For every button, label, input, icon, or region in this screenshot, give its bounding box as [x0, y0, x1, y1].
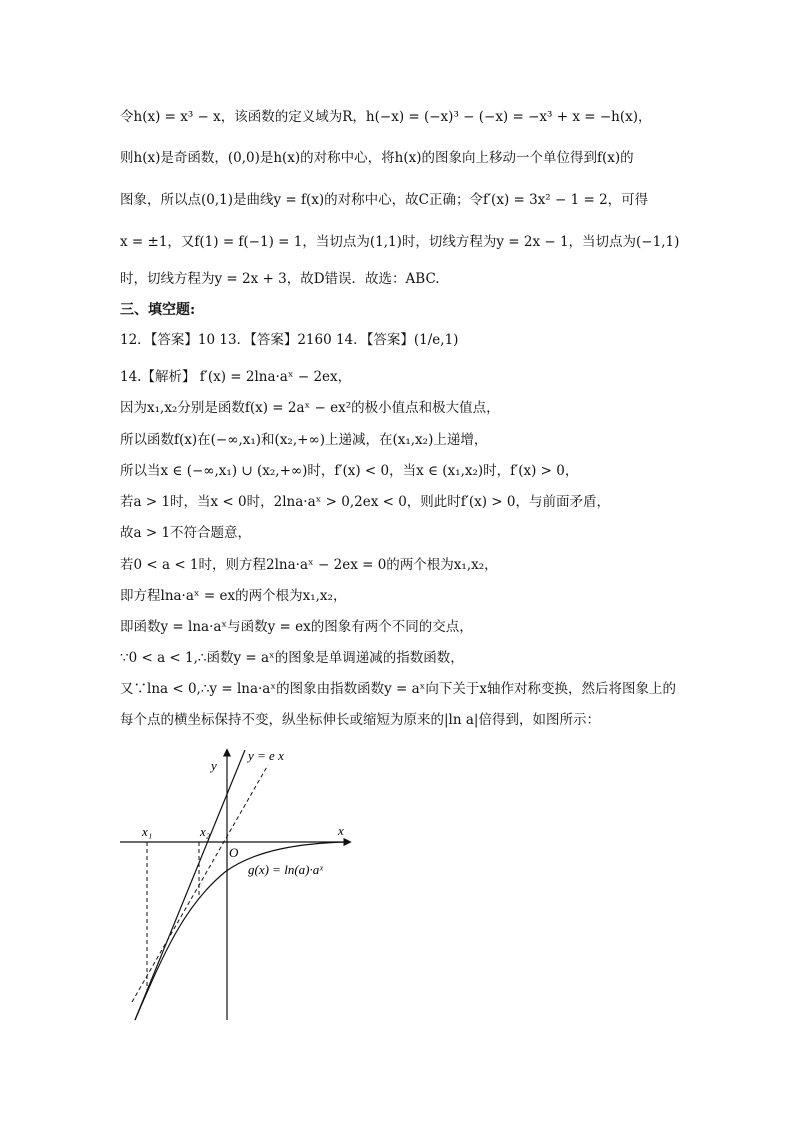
line-y-ex [135, 750, 245, 1020]
origin-label: O [229, 845, 239, 860]
x2-label: x₂ [200, 824, 211, 839]
y-axis-label: y [211, 758, 217, 773]
line-label: y = e x [248, 748, 284, 763]
dashed-tangent-line [132, 765, 268, 1002]
analysis-line-1: 14.【解析】 f′(x) = 2lna·aˣ − 2ex， [120, 369, 352, 385]
analysis-line-4: 所以当x ∈ (−∞,x₁) ∪ (x₂,+∞)时，f′(x) < 0，当x ∈ (x₁,x₂)时，f′(x) > 0， [120, 463, 579, 479]
text-line-5: 时，切线方程为y = 2x + 3，故D错误．故选：ABC. [120, 271, 440, 287]
analysis-line-11: 又∵lna < 0,∴y = lna·aˣ的图象由指数函数y = aˣ向下关于x轴作对称变换，然后将图象上的 [120, 681, 676, 697]
analysis-line-6: 故a > 1不符合题意， [120, 525, 252, 541]
analysis-line-12: 每个点的横坐标保持不变，纵坐标伸长或缩短为原来的|ln a|倍得到，如图所示： [120, 712, 600, 728]
analysis-line-7: 若0 < a < 1时，则方程2lna·aˣ − 2ex = 0的两个根为x₁,x₂， [120, 557, 498, 573]
function-graph-figure [110, 740, 380, 1030]
text-line-2: 则h(x)是奇函数，(0,0)是h(x)的对称中心，将h(x)的图象向上移动一个单位得到f(x)的 [120, 150, 634, 166]
x-axis-label: x [338, 823, 344, 838]
text-line-3: 图象，所以点(0,1)是曲线y = f(x)的对称中心，故C正确；令f′(x) = 3x² − 1 = 2，可得 [120, 192, 649, 208]
section-heading-fill-in: 三、填空题: [120, 302, 196, 318]
analysis-line-3: 所以函数f(x)在(−∞,x₁)和(x₂,+∞)上递减，在(x₁,x₂)上递增， [120, 432, 488, 448]
analysis-line-9: 即函数y = lna·aˣ与函数y = ex的图象有两个不同的交点， [120, 619, 473, 635]
text-line-4: x = ±1，又f(1) = f(−1) = 1，当切点为(1,1)时，切线方程为y = 2x − 1，当切点为(−1,1) [120, 234, 680, 250]
curve-label: g(x) = ln(a)·aˣ [248, 862, 323, 877]
analysis-line-8: 即方程lna·aˣ = ex的两个根为x₁,x₂， [120, 588, 347, 604]
answer-line: 12．【答案】10 13．【答案】2160 14．【答案】(1/e,1) [120, 332, 459, 348]
analysis-line-5: 若a > 1时，当x < 0时，2lna·aˣ > 0,2ex < 0，则此时f′(x) > 0，与前面矛盾， [120, 494, 610, 510]
x1-label: x₁ [142, 824, 153, 839]
analysis-line-2: 因为x₁,x₂分别是函数f(x) = 2aˣ − ex²的极小值点和极大值点， [120, 400, 500, 416]
analysis-line-10: ∵0 < a < 1,∴函数y = aˣ的图象是单调递减的指数函数， [120, 650, 464, 666]
text-line-1: 令h(x) = x³ − x，该函数的定义域为R，h(−x) = (−x)³ − (−x) = −x³ + x = −h(x)， [120, 109, 652, 125]
